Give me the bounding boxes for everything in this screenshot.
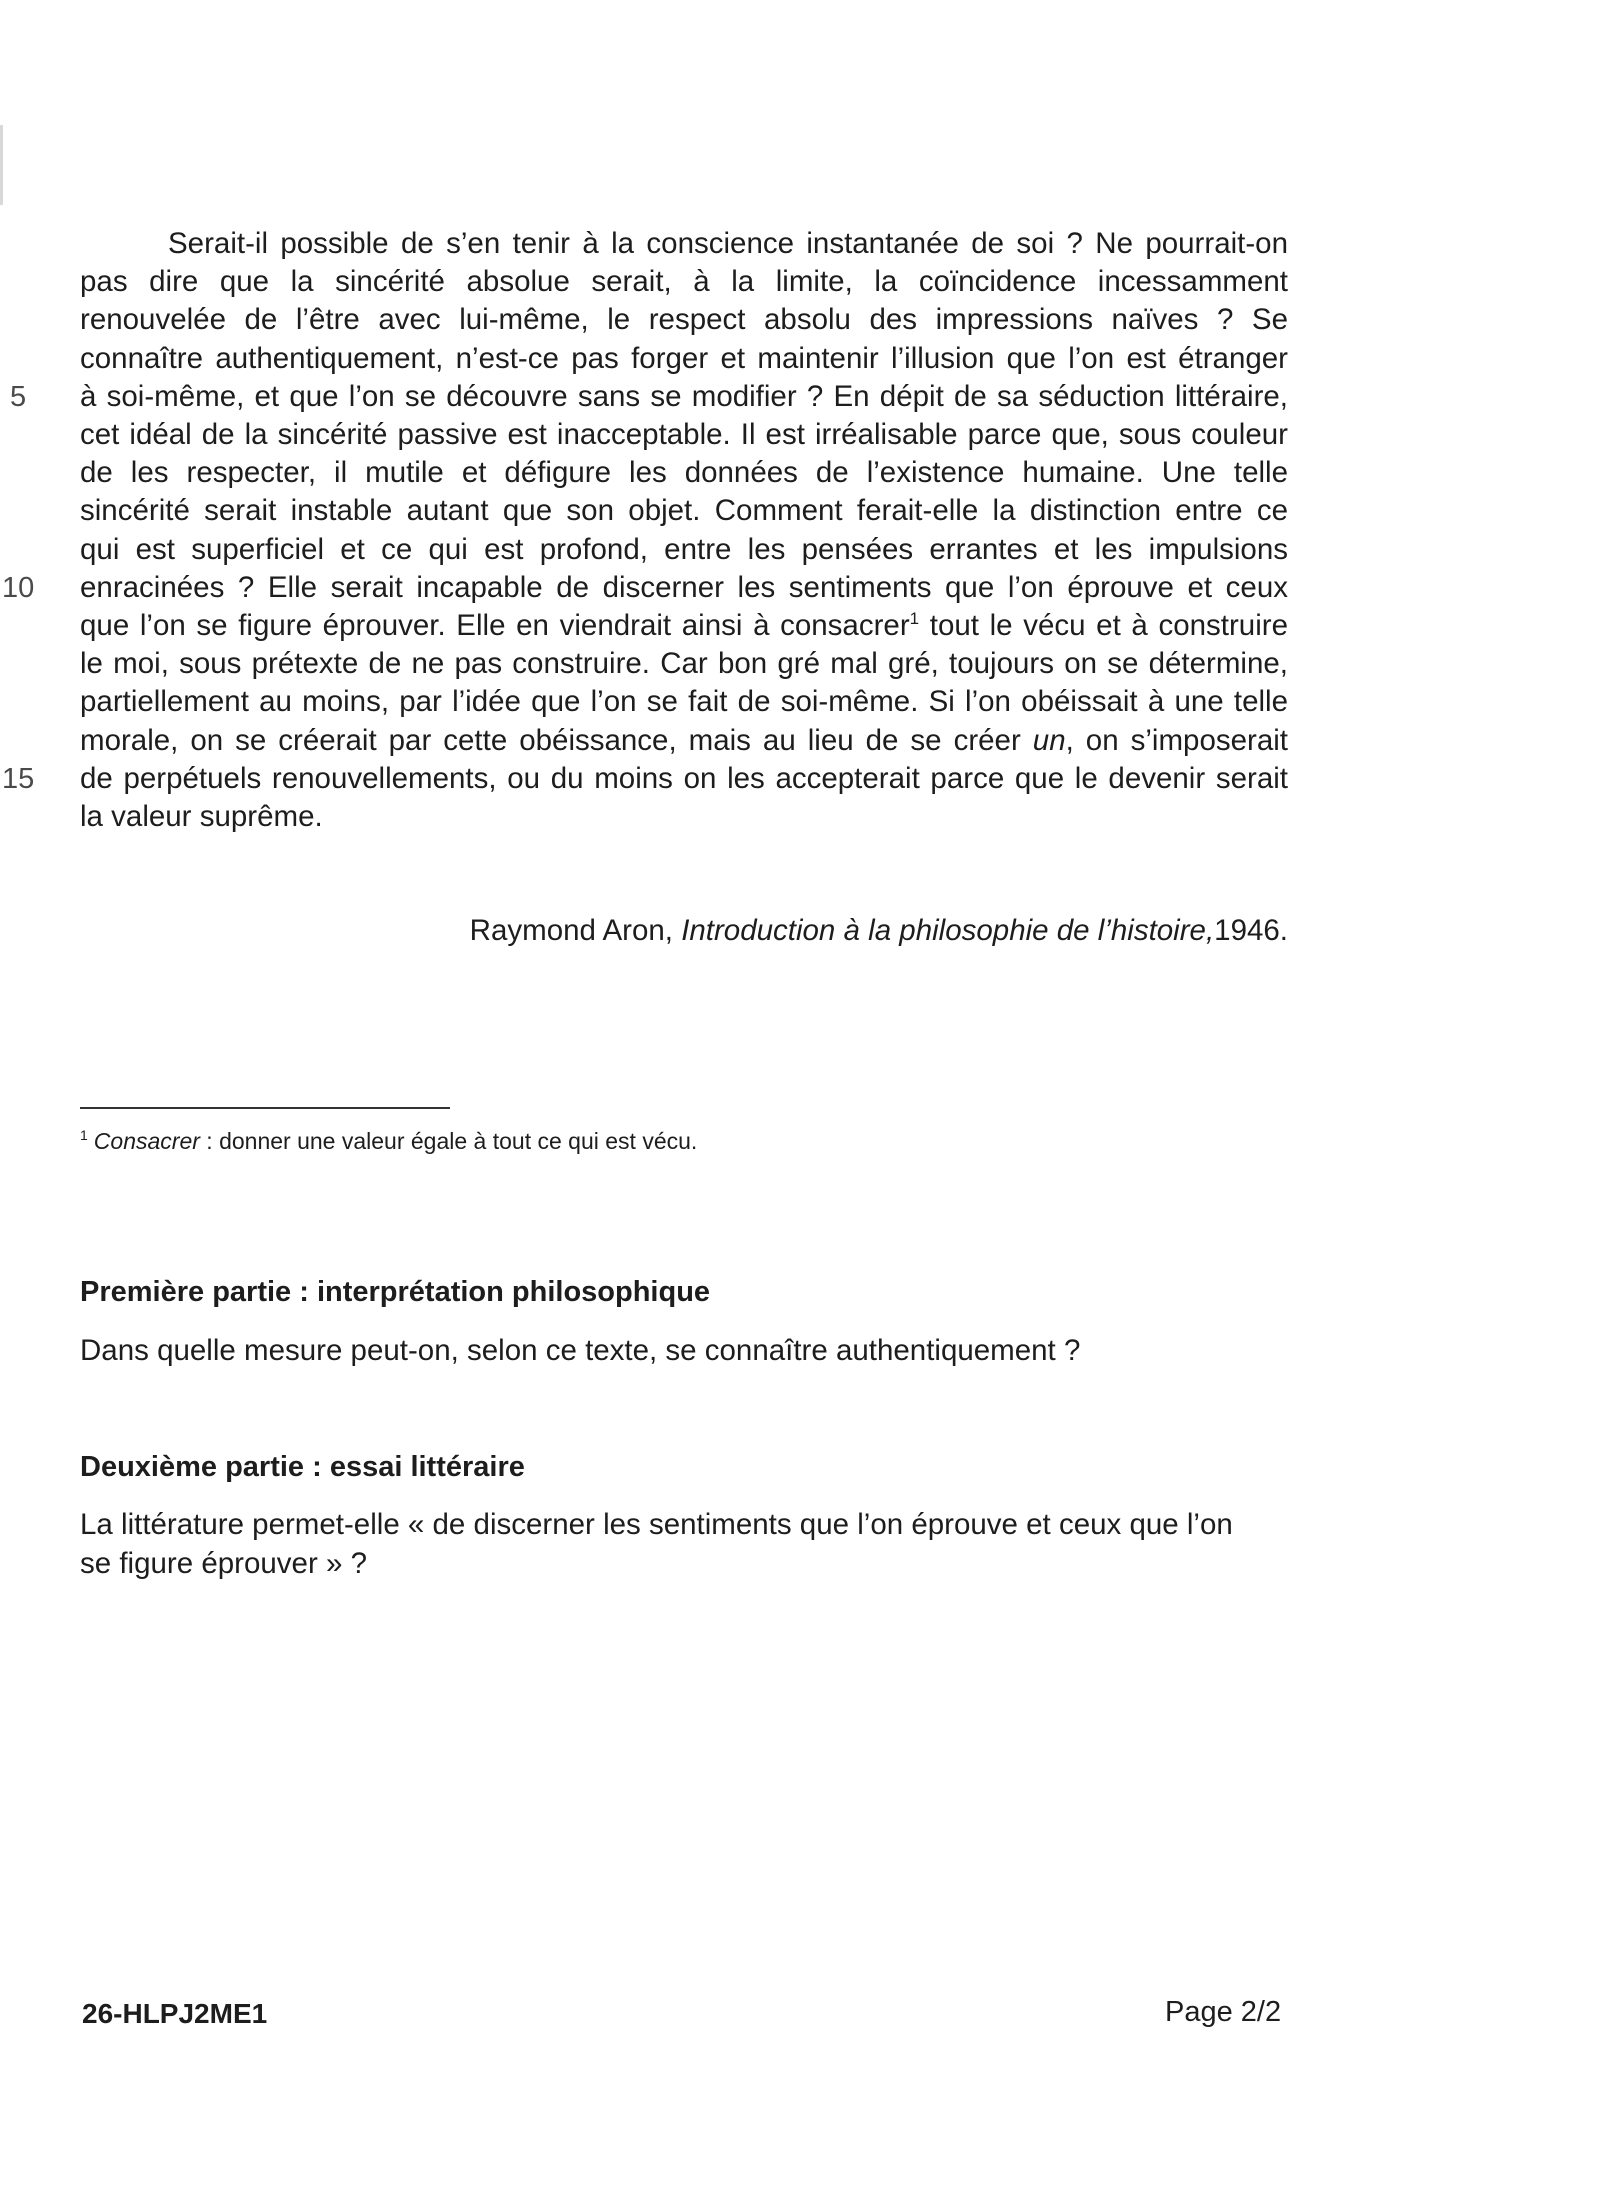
line-number-5: 5 — [10, 381, 27, 413]
footnote-definition: : donner une valeur égale à tout ce qui est vécu. — [199, 1128, 698, 1154]
citation-author: Raymond Aron, — [469, 914, 682, 947]
passage-line-start: que l’on se figure éprouver. Elle en viendrait ainsi à consacrer — [80, 609, 910, 643]
citation-year: 1946. — [1214, 914, 1288, 947]
part1-question: Dans quelle mesure peut-on, selon ce texte, se connaître authentiquement ? — [80, 1334, 1081, 1367]
citation — [0, 912, 1288, 950]
passage-line: qui est superficiel et ce qui est profond, entre les pensées errantes et les impulsions — [80, 532, 1288, 566]
footer-page-number: Page 2/2 — [1165, 1996, 1282, 2028]
passage-line: Serait-il possible de s’en tenir à la conscience instantanée de soi ? Ne pourrait-on — [168, 227, 1288, 260]
passage-line: de perpétuels renouvellements, ou du moins on les accepterait parce que le devenir serait — [80, 761, 1288, 795]
part2-question-line2: se figure éprouver » ? — [80, 1547, 367, 1580]
passage-line: connaître authentiquement, n’est-ce pas forger et maintenir l’illusion que l’on est étranger — [80, 341, 1288, 375]
footnote — [80, 1126, 697, 1156]
passage-line: renouvelée de l’être avec lui-même, le respect absolu des impressions naïves ? Se — [80, 303, 1288, 337]
passage-line: le moi, sous prétexte de ne pas construire. Car bon gré mal gré, toujours on se détermine, — [80, 647, 1288, 681]
passage-line-with-footnote — [80, 607, 1288, 645]
passage-line: pas dire que la sincérité absolue serait, à la limite, la coïncidence incessamment — [80, 265, 1288, 299]
footer-exam-code: 26-HLPJ2ME1 — [82, 1998, 268, 2029]
passage-line-start: morale, on se créerait par cette obéissance, mais au lieu de se créer — [80, 723, 1021, 757]
line-number-15: 15 — [2, 763, 35, 795]
passage-line: à soi-même, et que l’on se découvre sans se modifier ? En dépit de sa séduction littéraire, — [80, 379, 1288, 413]
footnote-number: 1 — [80, 1127, 88, 1144]
passage-line-end: , on s’imposerait — [1065, 723, 1288, 757]
scan-edge-mark — [0, 125, 3, 205]
italic-word: un — [1032, 723, 1066, 757]
passage-line: partiellement au moins, par l’idée que l’on se fait de soi-même. Si l’on obéissait à une telle — [80, 685, 1288, 719]
passage-text — [80, 225, 1288, 836]
passage-line: enracinées ? Elle serait incapable de discerner les sentiments que l’on éprouve et ceux — [80, 570, 1288, 604]
citation-work: Introduction à la philosophie de l’histoire, — [681, 914, 1215, 947]
line-number-10: 10 — [2, 572, 35, 604]
footnote-reference: 1 — [909, 609, 920, 629]
passage-line: sincérité serait instable autant que son objet. Comment ferait-elle la distinction entre ce — [80, 494, 1288, 528]
part2-heading: Deuxième partie : essai littéraire — [80, 1451, 525, 1483]
part1-heading: Première partie : interprétation philosophique — [80, 1276, 711, 1308]
passage-line: cet idéal de la sincérité passive est inacceptable. Il est irréalisable parce que, sous couleur — [80, 418, 1288, 452]
footnote-divider — [80, 1107, 450, 1109]
passage-line-end: tout le vécu et à construire — [919, 609, 1288, 643]
passage-line: la valeur suprême. — [80, 800, 323, 834]
part2-question-line1: La littérature permet-elle « de discerner les sentiments que l’on éprouve et ceux que l’on — [80, 1508, 1233, 1541]
footnote-term: Consacrer — [93, 1128, 200, 1154]
passage-line: de les respecter, il mutile et défigure les données de l’existence humaine. Une telle — [80, 456, 1288, 490]
passage-line-with-italic — [80, 722, 1288, 760]
